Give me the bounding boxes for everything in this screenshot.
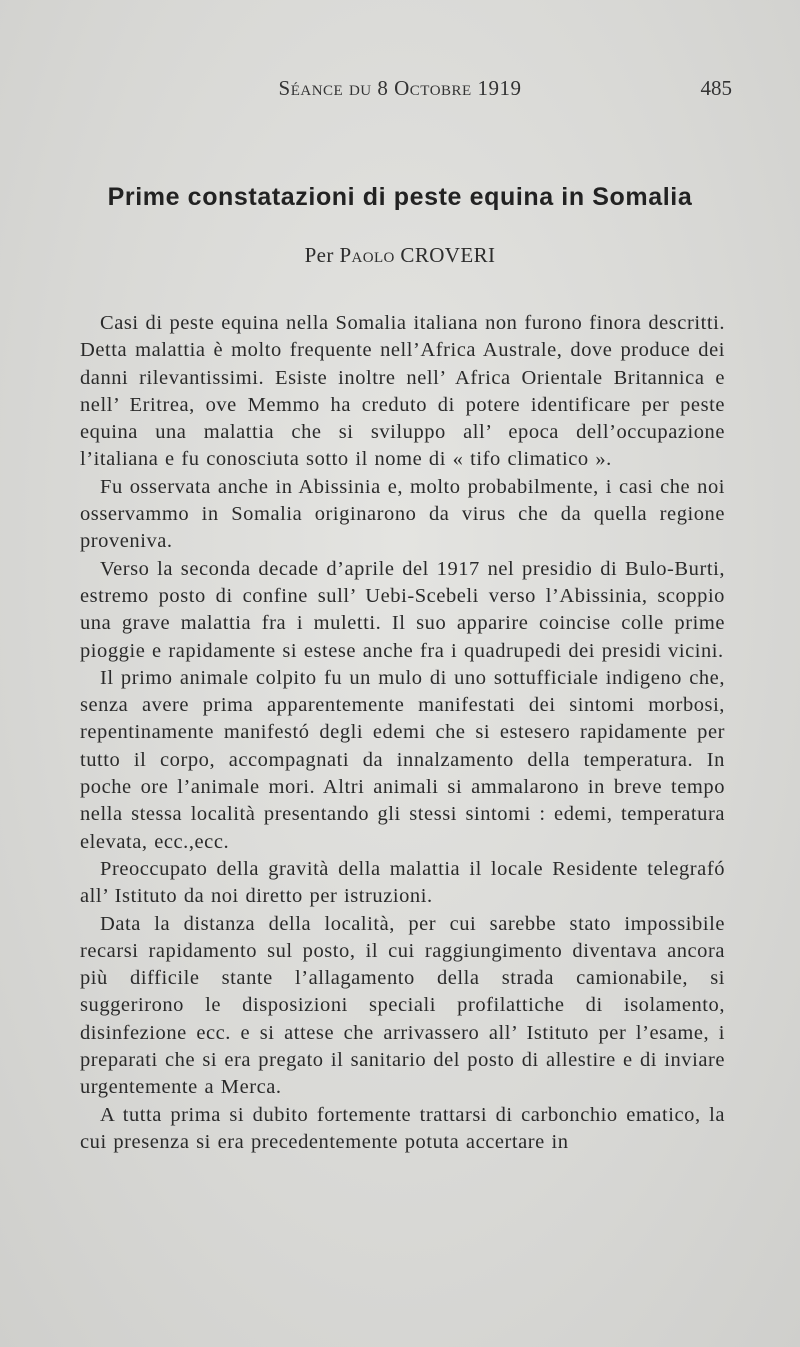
byline-prefix: Per [304, 243, 334, 267]
paragraph-7: A tutta prima si dubito fortemente trattarsi di carbonchio ematico, la cui presenza si era precedentemente potuta accertare in [80, 1103, 725, 1153]
running-title: Séance du 8 Octobre 1919 [278, 76, 522, 100]
running-head [0, 76, 800, 104]
paragraph-5: Preoccupato della gravità della malattia il locale Residente telegrafó all’ Istituto da noi diretto per istruzioni. [80, 857, 725, 908]
page-number: 485 [700, 76, 732, 100]
byline [0, 243, 800, 268]
article-title: Prime constatazioni di peste equina in Somalia [107, 183, 693, 211]
author-name: Paolo CROVERI [339, 243, 496, 267]
article-body [80, 310, 725, 1156]
paragraph-1: Casi di peste equina nella Somalia italiana non furono finora descritti. Detta malattia è molto frequente nell’Africa Australe, dove produce dei danni rilevantissimi. Esiste inoltre nell’ Africa Orientale Britannica e nell’ Eritrea, ove Memmo ha creduto di potere identificare per peste equina una malattia che si sviluppo all’ epoca dell’occupazione l’italiana e fu conosciuta sotto il nome di « tifo climatico ». [80, 312, 725, 471]
paragraph-3: Verso la seconda decade d’aprile del 1917 nel presidio di Bulo-Burti, estremo posto di confine sull’ Uebi-Scebeli verso l’Abissinia, scoppio una grave malattia fra i muletti. Il suo apparire coincise colle prime pioggie e rapidamente si estese anche fra i quadrupedi dei presidi vicini. [80, 557, 725, 662]
paragraph-4: Il primo animale colpito fu un mulo di uno sottufficiale indigeno che, senza avere prima apparentemente manifestati dei sintomi morbosi, repentinamente manifestó degli edemi che si estesero rapidamente per tutto il corpo, accompagnati da innalzamento della temperatura. In poche ore l’animale mori. Altri animali si ammalarono in breve tempo nella stessa località presentando gli stessi sintomi : edemi, temperatura elevata, ecc.,ecc. [80, 666, 725, 853]
paragraph-6: Data la distanza della località, per cui sarebbe stato impossibile recarsi rapidamento sul posto, il cui raggiungimento diventava ancora più difficile stante l’allagamento della strada camionabile, si suggerirono le disposizioni speciali profilattiche di isolamento, disinfezione ecc. e si attese che arrivassero all’ Istituto per l’esame, i preparati che si era pregato il sanitario del posto di allestire e di inviare urgentemente a Merca. [80, 912, 725, 1099]
paragraph-2: Fu osservata anche in Abissinia e, molto probabilmente, i casi che noi osservammo in Somalia originarono da virus che da quella regione proveniva. [80, 475, 725, 553]
